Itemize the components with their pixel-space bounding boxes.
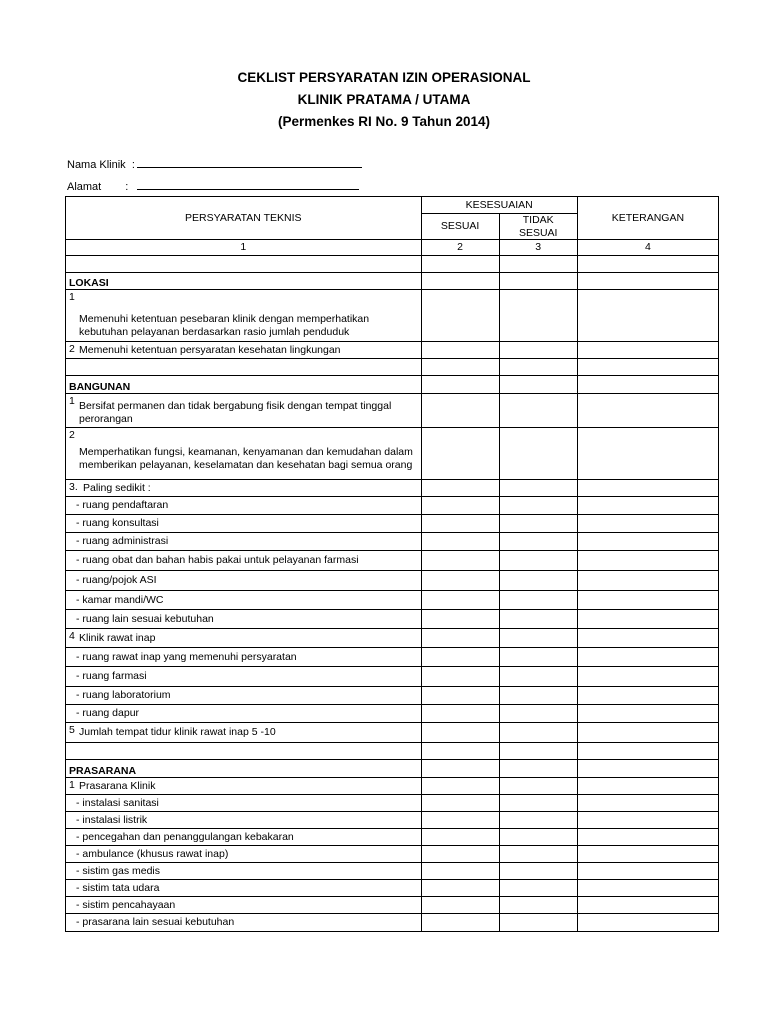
section-lokasi: LOKASI [66, 273, 422, 290]
check-cell[interactable] [499, 394, 577, 428]
check-cell[interactable] [421, 571, 499, 591]
note-cell[interactable] [577, 812, 718, 829]
check-cell[interactable] [421, 480, 499, 497]
check-cell[interactable] [499, 914, 577, 932]
check-cell[interactable] [499, 723, 577, 743]
check-cell[interactable] [421, 290, 499, 342]
check-cell[interactable] [421, 667, 499, 687]
table-row: - ruang laboratorium [66, 687, 422, 705]
note-cell[interactable] [577, 846, 718, 863]
table-row: - ruang obat dan bahan habis pakai untuk pelayanan farmasi [66, 551, 422, 571]
check-cell[interactable] [499, 812, 577, 829]
col-number-4: 4 [577, 240, 718, 256]
note-cell[interactable] [577, 394, 718, 428]
table-row: 4 Klinik rawat inap [66, 629, 422, 648]
nama-klinik-field[interactable] [67, 156, 362, 172]
table-row: 5 Jumlah tempat tidur klinik rawat inap 5 -10 [66, 723, 422, 743]
note-cell[interactable] [577, 533, 718, 551]
check-cell[interactable] [421, 533, 499, 551]
check-cell[interactable] [421, 551, 499, 571]
header-persyaratan: PERSYARATAN TEKNIS [66, 197, 422, 240]
note-cell[interactable] [577, 551, 718, 571]
check-cell[interactable] [421, 914, 499, 932]
check-cell[interactable] [499, 648, 577, 667]
note-cell[interactable] [577, 829, 718, 846]
nama-klinik-blank[interactable] [137, 156, 362, 168]
check-cell[interactable] [421, 705, 499, 723]
note-cell[interactable] [577, 667, 718, 687]
check-cell[interactable] [421, 795, 499, 812]
document-title [0, 67, 768, 133]
table-row: - prasarana lain sesuai kebutuhan [66, 914, 422, 932]
section-bangunan: BANGUNAN [66, 376, 422, 394]
table-row: - ruang/pojok ASI [66, 571, 422, 591]
check-cell[interactable] [499, 515, 577, 533]
table-row: - sistim gas medis [66, 863, 422, 880]
table-row: - ruang administrasi [66, 533, 422, 551]
check-cell[interactable] [421, 591, 499, 610]
check-cell[interactable] [421, 778, 499, 795]
note-cell[interactable] [577, 897, 718, 914]
note-cell[interactable] [577, 571, 718, 591]
check-cell[interactable] [421, 428, 499, 480]
note-cell[interactable] [577, 863, 718, 880]
table-row: - ruang rawat inap yang memenuhi persyaratan [66, 648, 422, 667]
note-cell[interactable] [577, 515, 718, 533]
table-row: - instalasi sanitasi [66, 795, 422, 812]
note-cell[interactable] [577, 648, 718, 667]
table-row: 2 Memenuhi ketentuan persyaratan kesehatan lingkungan [66, 342, 422, 359]
note-cell[interactable] [577, 480, 718, 497]
note-cell[interactable] [577, 290, 718, 342]
check-cell[interactable] [421, 880, 499, 897]
table-row: - kamar mandi/WC [66, 591, 422, 610]
table-row: 1 Memenuhi ketentuan pesebaran klinik dengan memperhatikan kebutuhan pelayanan berdasarkan rasio jumlah penduduk [66, 290, 422, 342]
check-cell[interactable] [421, 629, 499, 648]
table-row: - ambulance (khusus rawat inap) [66, 846, 422, 863]
table-row: 2 Memperhatikan fungsi, keamanan, kenyamanan dan kemudahan dalam memberikan pelayanan, keselamatan dan kesehatan bagi semua orang [66, 428, 422, 480]
header-sesuai: SESUAI [421, 214, 499, 240]
check-cell[interactable] [499, 591, 577, 610]
check-cell[interactable] [421, 610, 499, 629]
table-row: - sistim tata udara [66, 880, 422, 897]
table-row: - sistim pencahayaan [66, 897, 422, 914]
table-row: 1 Prasarana Klinik [66, 778, 422, 795]
note-cell[interactable] [577, 591, 718, 610]
note-cell[interactable] [577, 914, 718, 932]
check-cell[interactable] [499, 497, 577, 515]
note-cell[interactable] [577, 497, 718, 515]
title-line-1: CEKLIST PERSYARATAN IZIN OPERASIONAL [237, 70, 531, 85]
table-row: - ruang lain sesuai kebutuhan [66, 610, 422, 629]
check-cell[interactable] [499, 342, 577, 359]
check-cell[interactable] [499, 863, 577, 880]
title-line-3: (Permenkes RI No. 9 Tahun 2014) [277, 114, 491, 129]
table-row: - ruang konsultasi [66, 515, 422, 533]
alamat-label: Alamat : [67, 181, 129, 193]
check-cell[interactable] [421, 846, 499, 863]
note-cell[interactable] [577, 610, 718, 629]
col-number-2: 2 [421, 240, 499, 256]
note-cell[interactable] [577, 342, 718, 359]
checklist-table [65, 196, 719, 932]
alamat-blank[interactable] [137, 178, 359, 190]
check-cell[interactable] [499, 428, 577, 480]
check-cell[interactable] [499, 533, 577, 551]
check-cell[interactable] [421, 515, 499, 533]
check-cell[interactable] [421, 342, 499, 359]
check-cell[interactable] [421, 723, 499, 743]
check-cell[interactable] [499, 290, 577, 342]
note-cell[interactable] [577, 778, 718, 795]
table-row: 1 Bersifat permanen dan tidak bergabung fisik dengan tempat tinggal perorangan [66, 394, 422, 428]
header-keterangan: KETERANGAN [577, 197, 718, 240]
check-cell[interactable] [499, 610, 577, 629]
check-cell[interactable] [499, 846, 577, 863]
check-cell[interactable] [421, 648, 499, 667]
table-row: - ruang dapur [66, 705, 422, 723]
check-cell[interactable] [421, 829, 499, 846]
check-cell[interactable] [421, 897, 499, 914]
table-row: - pencegahan dan penanggulangan kebakaran [66, 829, 422, 846]
check-cell[interactable] [499, 667, 577, 687]
check-cell[interactable] [499, 629, 577, 648]
note-cell[interactable] [577, 723, 718, 743]
alamat-field[interactable] [67, 178, 359, 194]
check-cell[interactable] [499, 880, 577, 897]
note-cell[interactable] [577, 629, 718, 648]
nama-klinik-label: Nama Klinik : [67, 159, 135, 171]
note-cell[interactable] [577, 705, 718, 723]
check-cell[interactable] [499, 551, 577, 571]
check-cell[interactable] [421, 812, 499, 829]
header-tidak-sesuai: TIDAK SESUAI [499, 214, 577, 240]
check-cell[interactable] [421, 863, 499, 880]
check-cell[interactable] [421, 497, 499, 515]
col-number-3: 3 [499, 240, 577, 256]
check-cell[interactable] [499, 705, 577, 723]
check-cell[interactable] [421, 394, 499, 428]
header-kesesuaian: KESESUAIAN [421, 197, 577, 214]
check-cell[interactable] [499, 778, 577, 795]
check-cell[interactable] [499, 571, 577, 591]
check-cell[interactable] [499, 897, 577, 914]
check-cell[interactable] [499, 829, 577, 846]
check-cell[interactable] [499, 687, 577, 705]
col-number-1: 1 [66, 240, 422, 256]
note-cell[interactable] [577, 687, 718, 705]
title-line-2: KLINIK PRATAMA / UTAMA [297, 92, 471, 107]
check-cell[interactable] [499, 480, 577, 497]
note-cell[interactable] [577, 795, 718, 812]
note-cell[interactable] [577, 428, 718, 480]
note-cell[interactable] [577, 880, 718, 897]
section-prasarana: PRASARANA [66, 760, 422, 778]
check-cell[interactable] [499, 795, 577, 812]
table-row: 3. Paling sedikit : [66, 480, 422, 497]
table-row: - ruang pendaftaran [66, 497, 422, 515]
check-cell[interactable] [421, 687, 499, 705]
table-row: - ruang farmasi [66, 667, 422, 687]
table-row: - instalasi listrik [66, 812, 422, 829]
